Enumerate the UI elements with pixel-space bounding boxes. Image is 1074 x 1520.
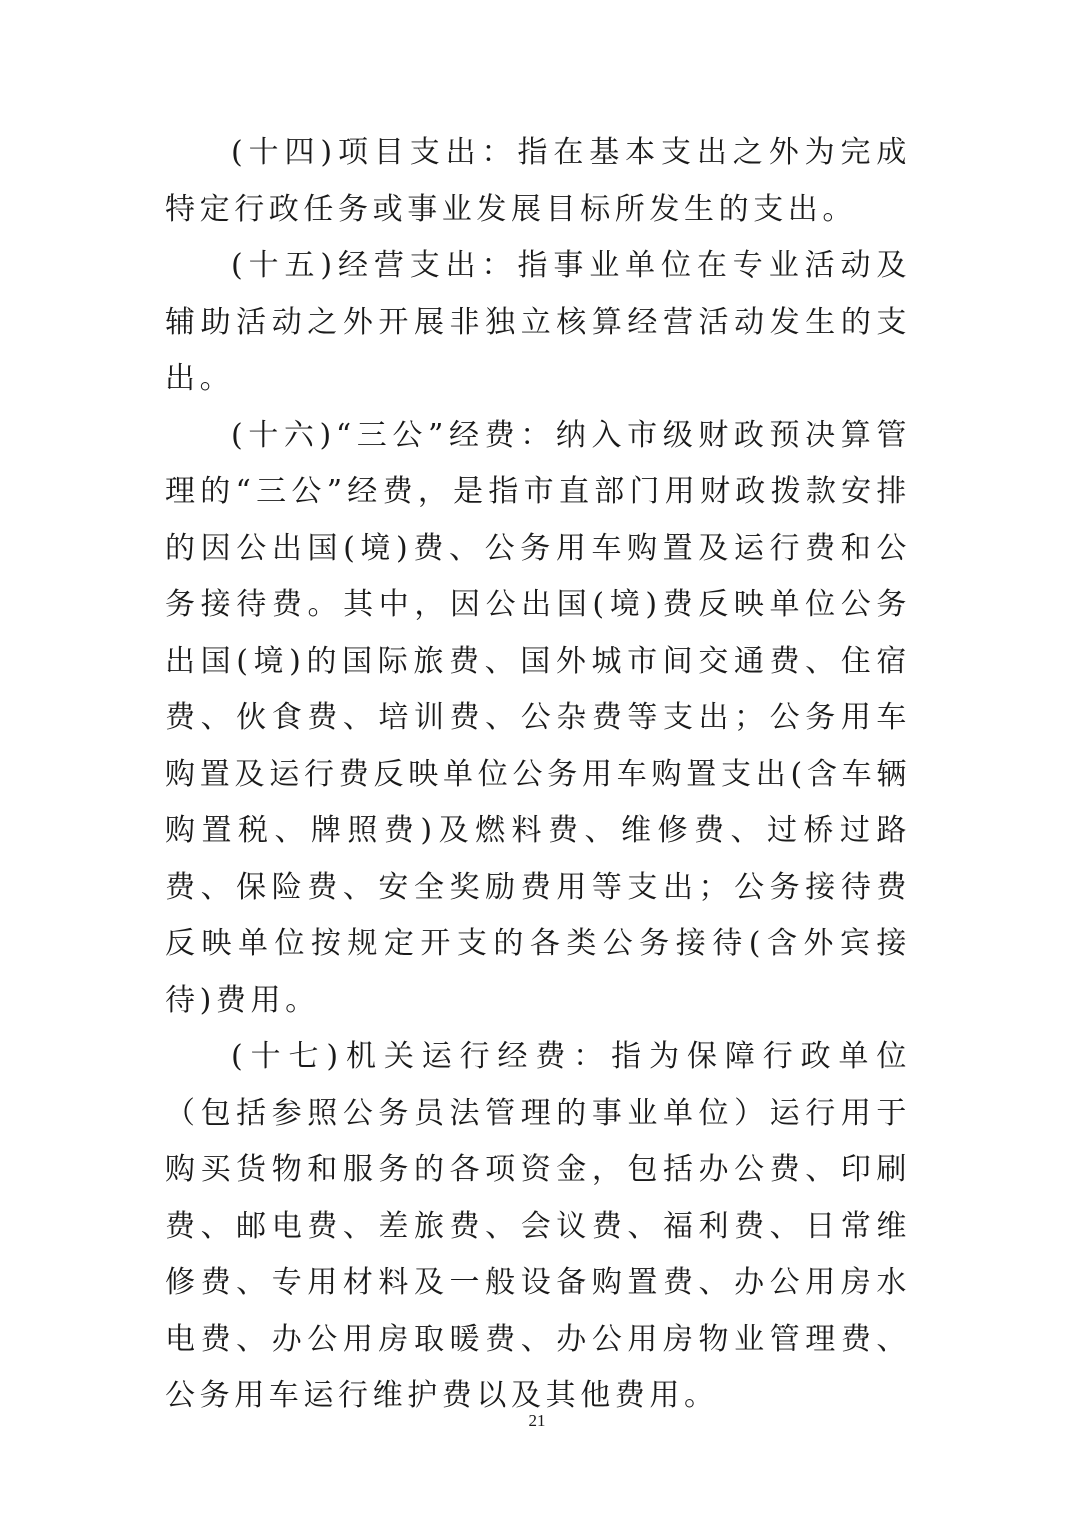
paragraph-three-public-expenses: (十六)“三公”经费：纳入市级财政预决算管理的“三公”经费，是指市直部门用财政拨款安排的因公出国(境)费、公务用车购置及运行费和公务接待费。其中，因公出国(境)费反映单位公务出国(境)的国际旅费、国外城市间交通费、住宿费、伙食费、培训费、公杂费等支出；公务用车购置及运行费反映单位公务用车购置支出(含车辆购置税、牌照费)及燃料费、维修费、过桥过路费、保险费、安全奖励费用等支出；公务接待费反映单位按规定开支的各类公务接待(含外宾接待)费用。 [165,417,911,1018]
paragraph-agency-operating-expenses: (十七)机关运行经费：指为保障行政单位（包括参照公务员法管理的事业单位）运行用于购买货物和服务的各项资金，包括办公费、印刷费、邮电费、差旅费、会议费、福利费、日常维修费、专用材料及一般设备购置费、办公用房水电费、办公用房取暖费、办公用房物业管理费、公务用车运行维护费以及其他费用。 [165,1039,911,1413]
document-body [165,125,911,1425]
paragraph-project-expenditure: (十四)项目支出：指在基本支出之外为完成特定行政任务或事业发展目标所发生的支出。 [165,135,911,227]
paragraph-operating-expenditure: (十五)经营支出：指事业单位在专业活动及辅助活动之外开展非独立核算经营活动发生的支出。 [165,248,911,396]
page-number: 21 [528,1411,546,1430]
